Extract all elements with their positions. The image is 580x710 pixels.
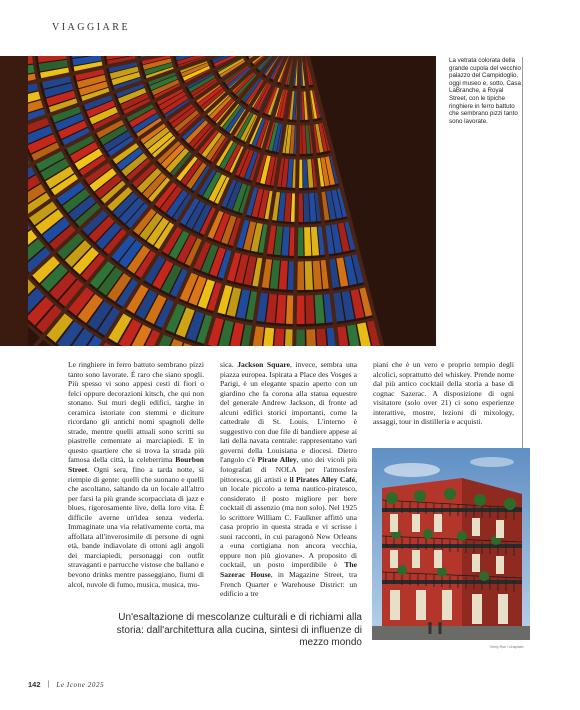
- article-text: Le ringhiere in ferro battuto sembrano pizzi tanto sono lavorate. È raro che siano spogli. Più spesso vi sono appesi cesti di fiori o felci oppure decorazioni kitsch, che qui non stonano. Sui muri degli edifici, targhe in ceramica istoriate con stemmi e diciture ricordano gli antichi nomi spagnoli delle strade, mentre quelli attuali sono scritti su piastrelle cementate ai marciapiedi. E in questo quartiere che si trova la strada più famosa della città, la celeberrima: [68, 360, 204, 465]
- photo-caption: La vetrata colorata della grande cupola del vecchio palazzo del Campidoglio, oggi museo e, sotto, Casa LaBranche, a Royal Street, con le tipiche ringhiere in ferro battuto che sembrano pizzi tanto sono lavorate.: [449, 57, 521, 125]
- article-paragraph: [68, 360, 204, 589]
- section-label: VIAGGIARE: [52, 22, 131, 33]
- building-illustration: [372, 448, 530, 640]
- balcony-building-photo: [372, 448, 530, 640]
- article-bold-term: Bourbon Street: [68, 455, 204, 475]
- article-bold-term: The Sazerac House: [220, 560, 357, 580]
- article-text: . Ogni sera, fino a tarda notte, si riempie di gente: quelli che suonano e quelli che ascoltano, saltando da un locale all'altro per farsi la più grande scorpacciata di jazz e blues, rigorosamente live, della loro vita. È difficile averne un'idea senza vederla. Immaginate una via relativamente corta, ma affollata all'inverosimile di persone di ogni età, bande indiavolate di ottoni agli angoli dei marciapiedi, personaggi con outfit stravaganti e parrucche vistose che ballano e bevono drinks mentre passeggiano, fiumi di alcol, nuvole di fumo, musica, musica, mu-: [68, 465, 204, 589]
- page-number: 142: [28, 680, 41, 689]
- photo-credit: Vinny Rue / Unsplash: [490, 645, 524, 649]
- pull-quote: Un'esaltazione di mescolanze culturali e di richiami alla storia: dall'architettura alla cucina, sintesi di influenze di mezzo mondo: [116, 612, 362, 648]
- footer-separator: |: [47, 681, 50, 688]
- article-text: , invece, sembra una piazza europea. Ispirata a Place des Vosges a Parigi, è un elegante spazio aperto con un giardino che fa corona alla statua equestre del generale Andrew Jackson, di fronte ad alcuni edifici storici importanti, come la cattedrale di St. Louis. L'interno è suggestivo con due file di bandiere appese ai lati della navata centrale: rappresentano vari governi della Louisiana e diocesi. Dietro l'angolo c'è: [220, 360, 357, 465]
- article-bold-term: il Pirates Alley Café: [289, 474, 356, 484]
- page-footer: [28, 680, 104, 689]
- article-column-3: [373, 360, 514, 427]
- article-bold-term: Jackson Square: [237, 360, 290, 369]
- article-text: , un locale piccolo a tema nautico-piratesco, considerato il posto migliore per bere cocktail di assenzio (ma non solo). Nel 1925 lo scrittore William C. Faulkner affittò una casa proprio in questa strada e vi scrisse i suoi racconti, in cui paragonò New Orleans a «una cortigiana non ancora vecchia, eppure non più giovane». A proposito di cocktail, un posto imperdibile è: [220, 474, 357, 570]
- article-column-2: [220, 360, 357, 599]
- article-text: , uno dei vicoli più fotografati di NOLA per l'atmosfera pittoresca, gli artisti e: [220, 455, 357, 484]
- article-text: piani che è un vero e proprio tempio degli alcolici, soprattutto del whiskey. Prende nome dal più antico cocktail della storia a base di cognac Sazerac. A disposizione di ogni visitatore (solo over 21) ci sono esperienze interattive, mostre, lezioni di mixology, assaggi, tour in distilleria e acquisti.: [373, 360, 514, 427]
- article-text: sica.: [220, 360, 238, 369]
- magazine-name: Le Icone 2025: [56, 680, 105, 689]
- article-paragraph: [220, 360, 357, 599]
- article-text: , in Magazine Street, tra French Quarter e Warehouse District: un edificio a tre: [220, 570, 357, 599]
- article-paragraph: [373, 360, 514, 427]
- article-column-1: [68, 360, 204, 589]
- stained-glass-dome-illustration: [0, 56, 436, 346]
- stained-glass-dome-photo: [0, 56, 436, 346]
- article-bold-term: Pirate Alley: [257, 455, 297, 465]
